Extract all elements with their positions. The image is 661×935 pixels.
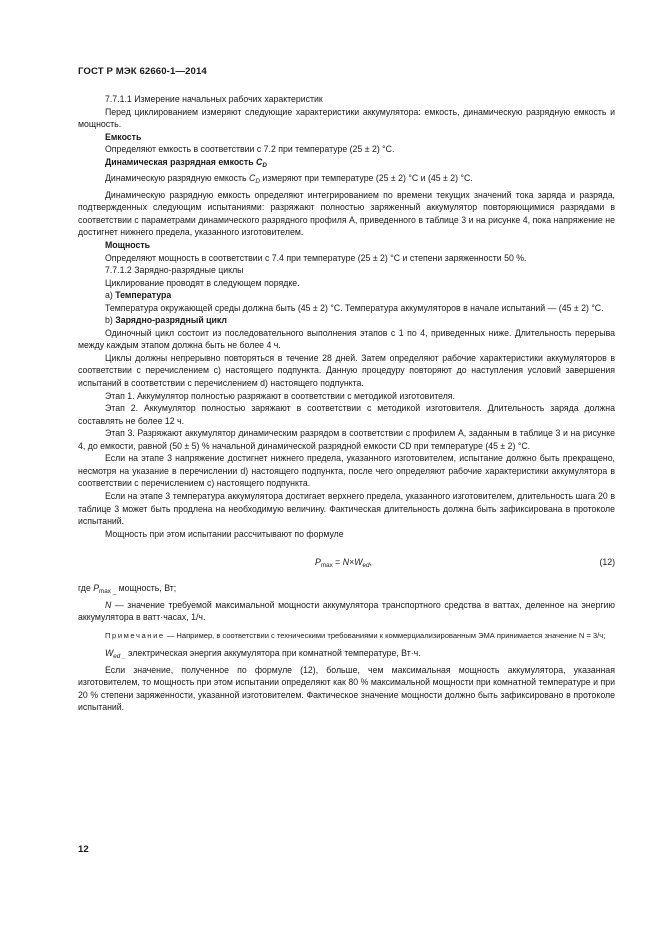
definition-w-ed xyxy=(78,647,615,664)
formula-n: N xyxy=(342,557,350,568)
paragraph: Температура окружающей среды должна быть (45 ± 2) °С. Температура аккумуляторов в начале испытаний — (45 ± 2) °С. xyxy=(105,302,604,313)
text: Динамическую разрядную емкость xyxy=(105,173,250,184)
page-number: 12 xyxy=(78,844,89,855)
symbol: P xyxy=(93,583,100,594)
document-header: ГОСТ Р МЭК 62660-1—2014 xyxy=(78,66,207,77)
paragraph: Если на этапе 3 напряжение достигнет нижнего предела, указанного изготовителем, испытание должно быть прекращено, несмотря на указание в перечислении d) настоящего подпункта, после чего определяют рабочие характеристики аккумулятора в соответствии с перечислением с) настоящего подпункта. xyxy=(78,453,615,489)
formula-times: × xyxy=(349,557,355,568)
list-title: Температура xyxy=(115,290,172,301)
note-label: Примечание xyxy=(105,630,165,640)
paragraph: Динамическую разрядную емкость определяют интегрированием по времени текущих значений тока заряда и разряда, подтвержденных следующим испытаниями: разряжают полностью заряженный аккумулятор повторяющимися разрядами в соответствии с параметрами динамического разрядного профиля А, приведенного в таблице 3 и на рисунке 4, пока напряжение не достигнет нижнего предела, указанного изготовителем. xyxy=(78,189,615,238)
symbol-subscript: D xyxy=(255,178,260,186)
text: — значение требуемой максимальной мощности аккумулятора транспортного средства в ваттах, деленное на энергию аккумулятора в ватт·часах, 1/ч. xyxy=(78,599,615,623)
list-title: Зарядно-разрядный цикл xyxy=(115,315,227,326)
paragraph xyxy=(78,172,615,189)
formula-number: (12) xyxy=(599,557,615,568)
list-item-b xyxy=(78,314,615,327)
text: где xyxy=(78,583,94,594)
note-text: — Например, в соответствии с техническими требованиями к коммерциализированным ЭМА принимается значение N = 3/ч; xyxy=(164,630,606,640)
paragraph: Если значение, полученное по формуле (12), больше, чем максимальная мощность аккумулятора, указанная изготовителем, то мощность при этом испытании определяют как 80 % максимальной мощности при комнатной температуре и при 20 % степени заряженности, указанной изготовителем. Фактическое значение мощности должно быть зафиксировано в протоколе испытаний. xyxy=(78,664,615,713)
paragraph: Одиночный цикл состоит из последовательного выполнения этапов с 1 по 4, приведенных ниже. Длительность перерыва между каждым этапом должна быть не более 4 ч. xyxy=(78,327,615,351)
paragraph: Определяют емкость в соответствии с 7.2 при температуре (25 ± 2) °С. xyxy=(105,144,395,155)
paragraph: Циклы должны непрерывно повторяться в течение 28 дней. Затем определяют рабочие характеристики аккумуляторов в соответствии с перечислением с) настоящего подпункта. Данную процедуру повторяют до наступления условий завершения испытаний в соответствии с перечислением d) настоящего подпункта. xyxy=(78,352,615,389)
step-1: Этап 1. Аккумулятор полностью разряжают в соответствии с методикой изготовителя. xyxy=(105,390,455,401)
symbol-subscript: max _ xyxy=(99,588,117,596)
paragraph: Мощность при этом испытании рассчитывают по формуле xyxy=(105,528,344,539)
formula-12 xyxy=(78,550,615,574)
text: электрическая энергия аккумулятора при комнатной температуре, Вт·ч. xyxy=(125,647,421,658)
document-body xyxy=(78,93,615,714)
symbol: W xyxy=(105,647,114,658)
list-marker: b) xyxy=(105,315,116,326)
definition-p-max xyxy=(78,582,615,599)
symbol: C xyxy=(256,156,263,167)
text: измеряют при температуре (25 ± 2) °С и (45 ± 2) °С. xyxy=(259,173,473,184)
symbol: N xyxy=(105,599,112,610)
symbol-subscript: D xyxy=(262,161,267,169)
note xyxy=(78,630,615,641)
heading-text: Динамическая разрядная емкость xyxy=(105,156,257,167)
symbol: C xyxy=(249,173,256,184)
section-heading-7-7-1-1: 7.7.1.1 Измерение начальных рабочих характеристик xyxy=(105,94,323,104)
paragraph: Определяют мощность в соответствии с 7.4 при температуре (25 ± 2) °С и степени заряженности 50 %. xyxy=(105,252,527,263)
step-2: Этап 2. Аккумулятор полностью заряжают в соответствии с методикой изготовителя. Длительность заряда должна составлять не более 12 ч. xyxy=(78,403,615,426)
paragraph: Если на этапе 3 температура аккумулятора достигает верхнего предела, указанного изготовителем, длительность шага 20 в таблице 3 может быть продлена на необходимую величину. Фактическая длительность должна быть зафиксирована в протоколе испытаний. xyxy=(78,490,615,527)
text: мощность, Вт; xyxy=(116,583,177,594)
paragraph: Перед циклированием измеряют следующие характеристики аккумулятора: емкость, динамическую разрядную емкость и мощность. xyxy=(78,106,615,130)
formula-w-subscript: ed xyxy=(362,562,370,570)
list-marker: а) xyxy=(105,290,116,301)
list-item-a xyxy=(78,289,615,302)
paragraph: Циклирование проводят в следующем порядке. xyxy=(105,277,300,288)
symbol-subscript: ed _ xyxy=(113,652,126,660)
section-heading-7-7-1-2: 7.7.1.2 Зарядно-разрядные циклы xyxy=(105,265,244,276)
formula-comma: , xyxy=(369,557,372,568)
subheading-capacity: Емкость xyxy=(105,131,142,142)
formula-p-subscript: max xyxy=(320,562,333,570)
subheading-dynamic-capacity xyxy=(78,156,615,173)
subheading-power: Мощность xyxy=(105,240,151,251)
formula-p: P xyxy=(315,557,321,568)
definition-n xyxy=(78,599,615,624)
formula-equals: = xyxy=(332,557,343,568)
step-3: Этап 3. Разряжают аккумулятор динамическим разрядом в соответствии с профилем А, заданным в таблице 3 и на рисунке 4, до емкости, равной (50 ± 5) % начальной динамической разрядной емкости CD при температуре (45 ± 2) °С. xyxy=(78,428,615,451)
formula-w: W xyxy=(354,557,363,568)
formula-expression xyxy=(315,556,372,573)
